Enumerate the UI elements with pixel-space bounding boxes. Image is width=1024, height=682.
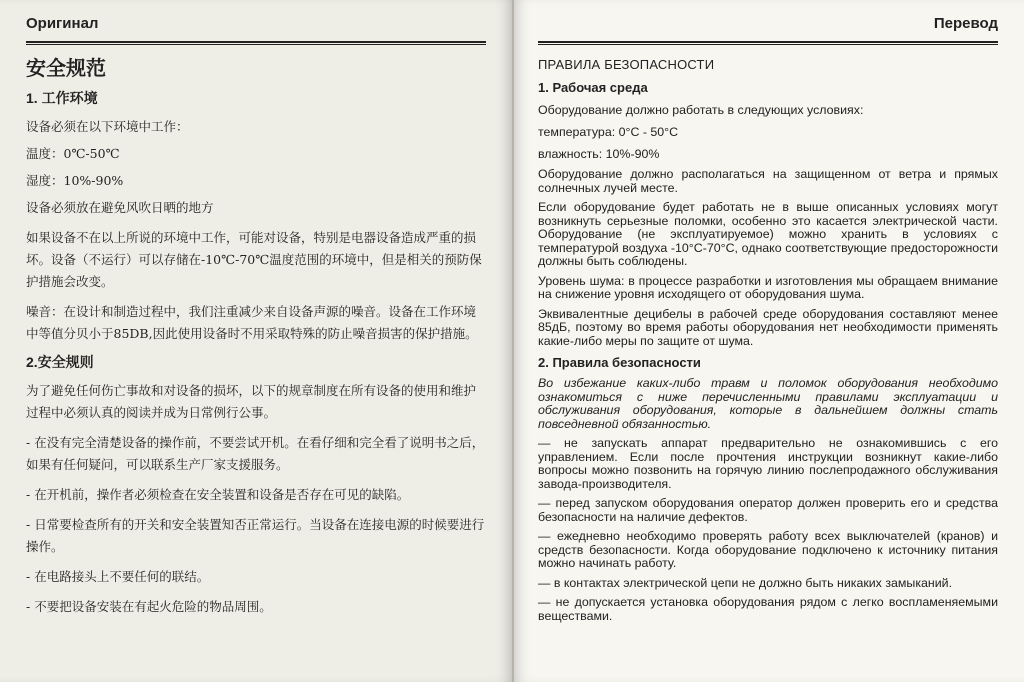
translation-s1-temp: температура: 0°C - 50°C [538,125,679,139]
translation-rule: — не допускается установка оборудования рядом с легко воспламеняемыми веществами. [538,595,998,623]
original-rule: - 在电路接头上不要任何的联结。 [26,569,210,584]
original-rule: - 不要把设备安装在有起火危险的物品周围。 [26,599,272,614]
translation-title: ПРАВИЛА БЕЗОПАСНОСТИ [538,57,715,72]
original-s1-intro: 设备必须在以下环境中工作： [26,119,189,134]
original-s1-noise: 噪音：在设计和制造过程中，我们注重减少来自设备声源的噪音。设备在工作环境中等值分贝小于85DB,因此使用设备时不用采取特殊的防止噪音损害的保护措施。 [26,304,478,341]
original-s1-humidity: 湿度：10%-90% [26,173,124,188]
translation-s1-storage: Если оборудование будет работать не в выше описанных условиях могут возникнуть серьезные поломки, особенно это касается электрической части. Оборудование (не эксплуатируемое) можно хранить в условиях с температурой воздуха -10°C-70°C, однако соответствующие предосторожности должны быть соблюдены. [538,200,998,268]
header-rule [538,41,998,45]
original-s1-storage: 如果设备不在以上所说的环境中工作，可能对设备，特别是电器设备造成严重的损坏。设备（不运行）可以存储在-10℃-70℃温度范围的环境中，但是相关的预防保护措施会改变。 [26,230,482,289]
translation-rule: — перед запуском оборудования оператор должен проверить его и средства безопасности на наличие дефектов. [538,496,998,524]
translation-rule: — не запускать аппарат предварительно не ознакомившись с его управлением. Если после прочтения инструкции возникнут какие-либо вопросы можно позвонить на горячую линию послепродажного обслуживания завода-производителя. [538,436,998,491]
translation-s1-db: Эквивалентные децибелы в рабочей среде оборудования составляют менее 85дБ, поэтому во время работы оборудования нет необходимости применять какие-либо меры по защите от шума. [538,306,998,348]
original-rule: - 日常要检查所有的开关和安全装置知否正常运行。当设备在连接电源的时候要进行操作。 [26,517,485,554]
translation-header: Перевод [933,15,998,32]
translation-s1-place: Оборудование должно располагаться на защищенном от ветра и прямых солнечных лучей месте. [538,167,998,195]
original-rule: - 在开机前，操作者必须检查在安全装置和设备是否存在可见的缺陷。 [26,487,410,502]
original-s1-place: 设备必须放在避免风吹日晒的地方 [26,200,214,215]
translation-page [514,0,1024,682]
original-s2-intro: 为了避免任何伤亡事故和对设备的损坏，以下的规章制度在所有设备的使用和维护过程中必须认真的阅读并成为日常例行公事。 [26,383,477,420]
header-rule [26,41,486,45]
translation-s1-noise: Уровень шума: в процессе разработки и изготовления мы обращаем внимание на снижение уровня исходящего от оборудования шума. [538,273,998,301]
original-header: Оригинал [26,15,99,32]
original-section1-heading: 1. 工作环境 [26,90,98,106]
translation-rule: — в контактах электрической цепи не должно быть никаких замыканий. [538,575,953,590]
translation-section2-heading: 2. Правила безопасности [538,355,701,370]
original-s1-temp: 温度：0℃-50℃ [26,146,120,161]
original-section2-heading: 2.安全规则 [26,354,94,370]
translation-section1-heading: 1. Рабочая среда [538,80,648,95]
original-title: 安全规范 [26,56,106,80]
translation-rule: — ежедневно необходимо проверять работу всех выключателей (кранов) и средств безопасности. Когда оборудование подключено к источнику питания можно начинать работу. [538,529,998,570]
translation-s1-intro: Оборудование должно работать в следующих условиях: [538,103,864,117]
translation-s2-intro: Во избежание каких-либо травм и поломок оборудования необходимо ознакомиться с ниже перечисленными правилами эксплуатации и обслуживания оборудования, которые в дальнейшем должны стать повседневной обязанностью. [538,376,998,431]
translation-s1-humidity: влажность: 10%-90% [538,147,660,161]
original-rule: - 在没有完全清楚设备的操作前，不要尝试开机。在看仔细和完全看了说明书之后，如果有任何疑问，可以联系生产厂家支援服务。 [26,435,485,472]
